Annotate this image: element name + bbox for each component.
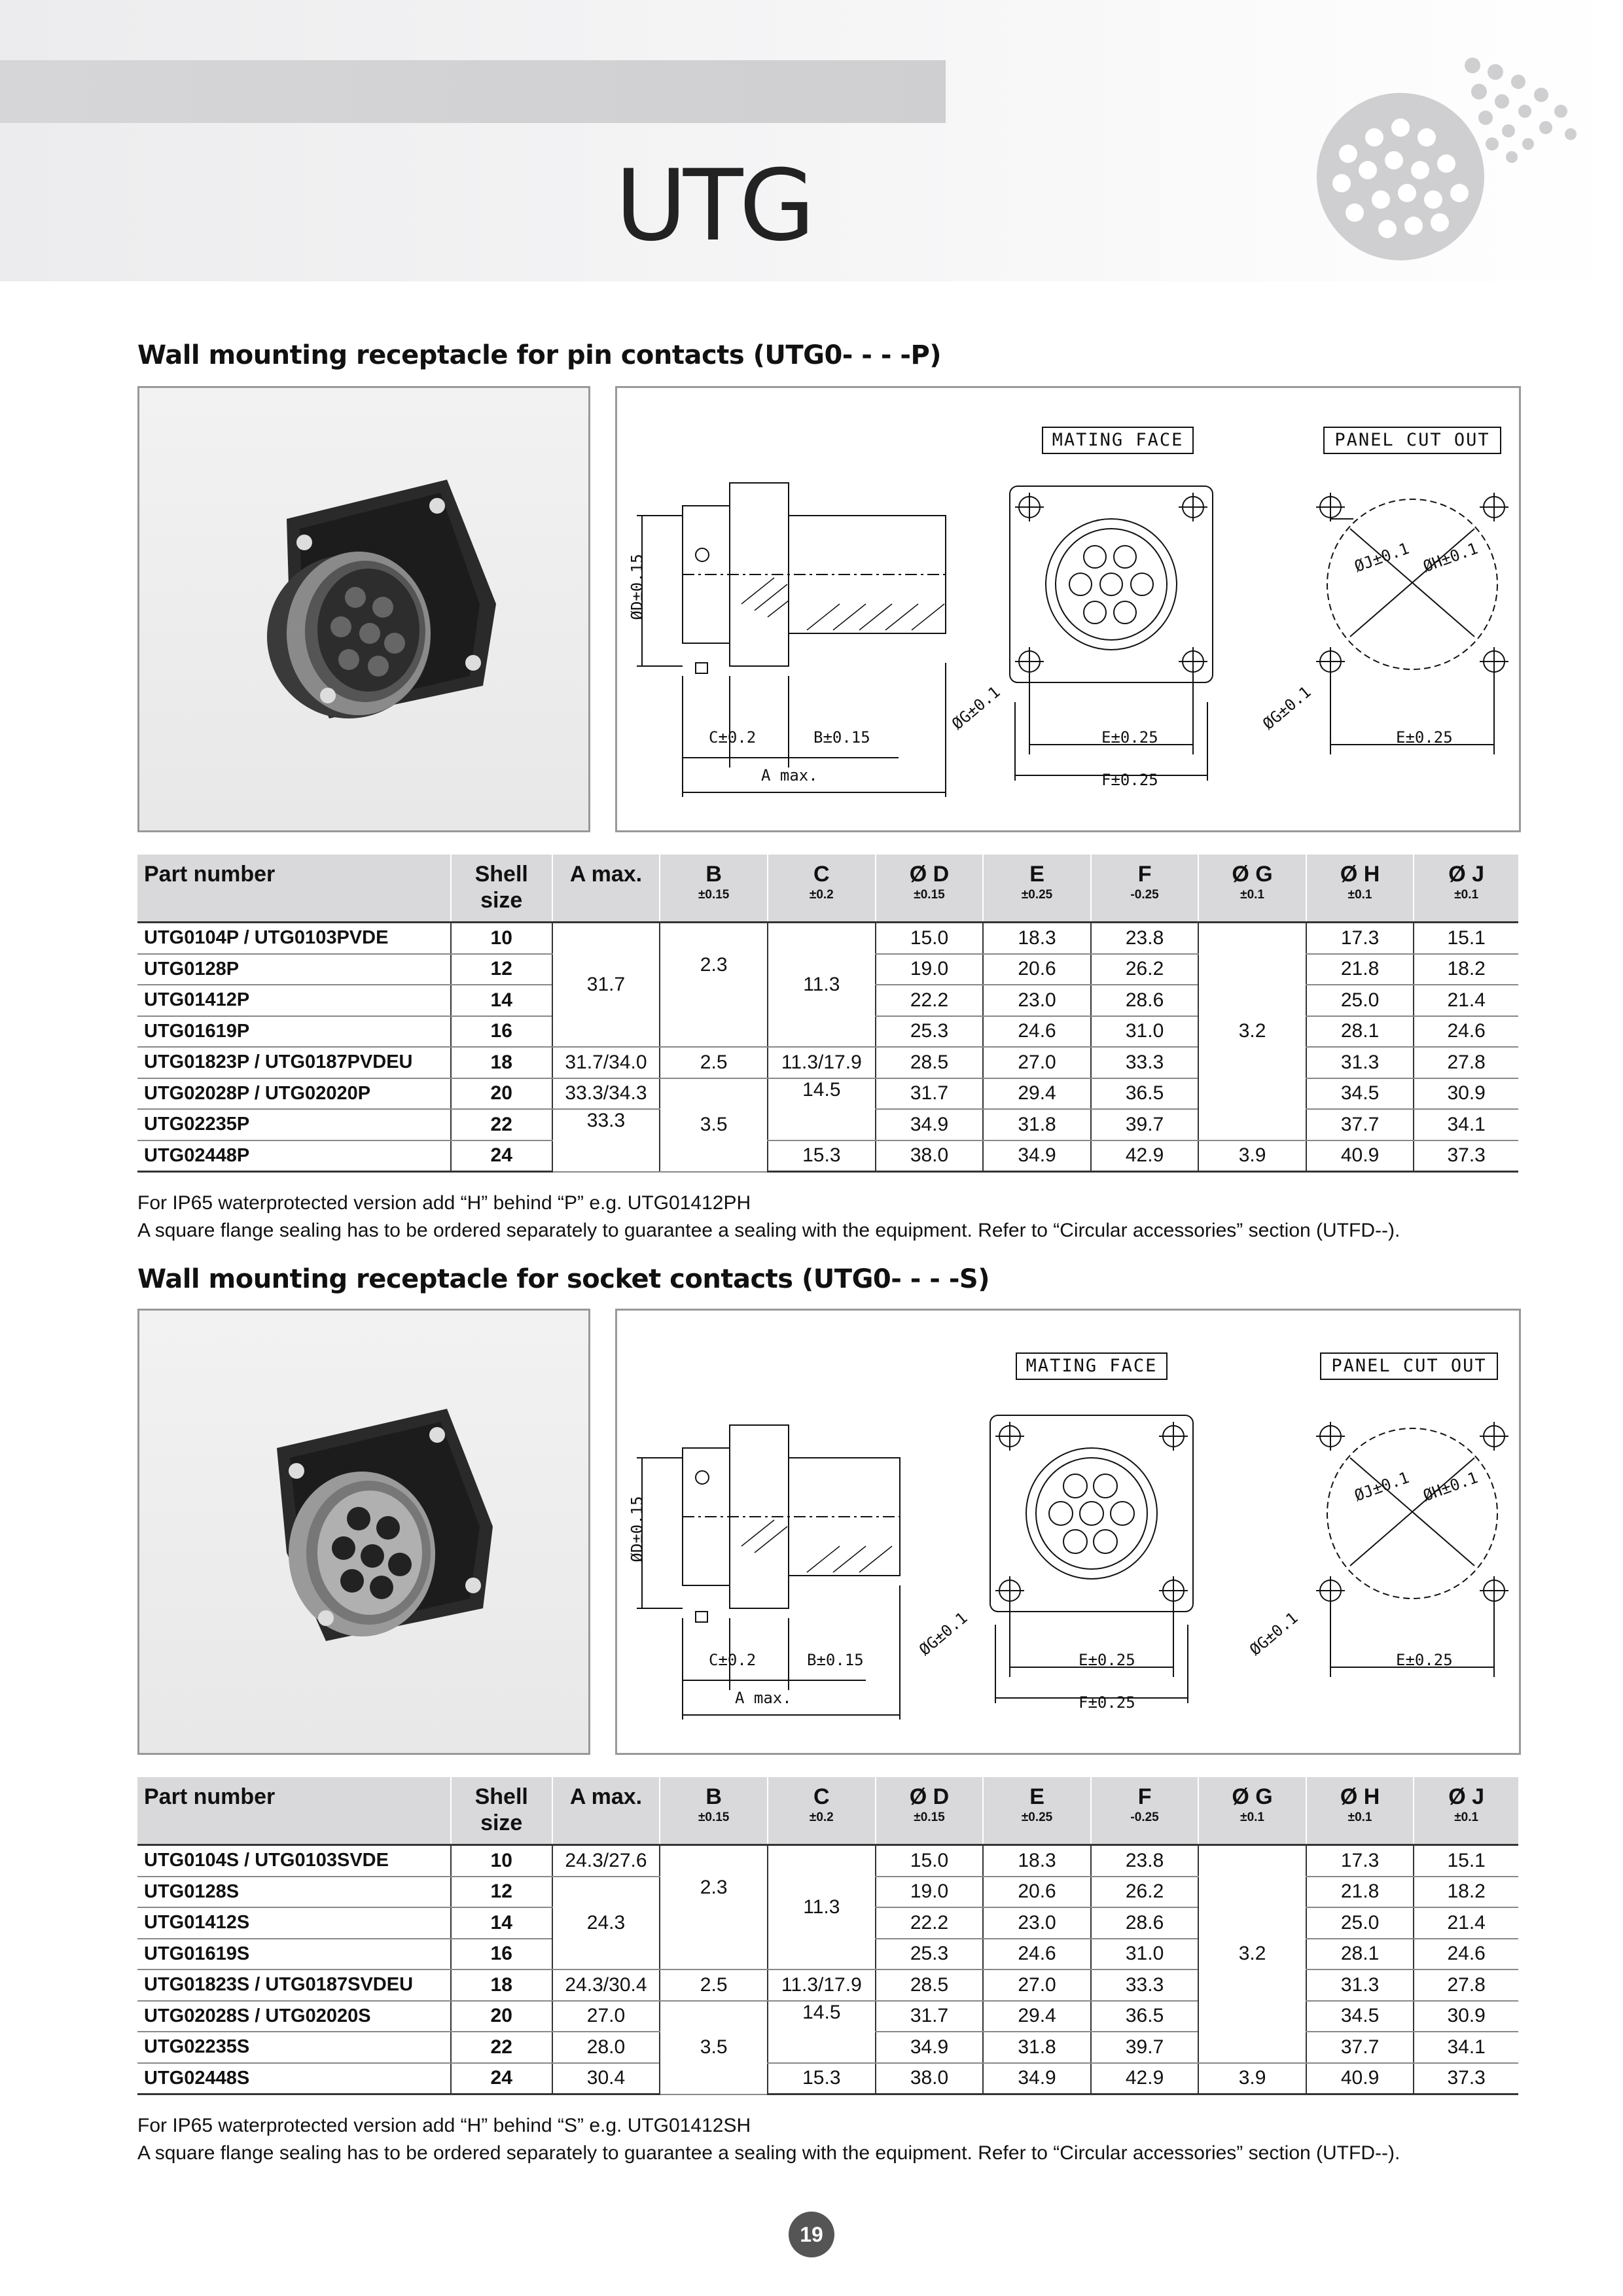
col-h: Ø H ±0.1 [1306, 855, 1414, 923]
note-ip65-socket: For IP65 waterprotected version add “H” behind “S” e.g. UTG01412SH [137, 2115, 751, 2136]
table-header-row [137, 855, 1518, 923]
table-row: UTG02448S 24 30.4 15.3 38.0 34.9 42.9 3.9 40.9 37.3 [137, 2063, 1518, 2094]
col-a: A max. [552, 855, 660, 923]
col-shell-size: Shell size [451, 855, 552, 923]
table-row: UTG0104P / UTG0103PVDE 10 31.7 11.3 15.0 18.3 23.8 3.2 17.3 15.1 [137, 923, 1518, 954]
dim-g-panel-label: ØG±0.1 [1246, 1608, 1302, 1659]
table-row: UTG02028S / UTG02020S 20 27.0 3.5 14.5 31.7 29.4 36.5 34.5 30.9 [137, 2001, 1518, 2032]
dim-c-label: C±0.2 [709, 1651, 757, 1669]
dim-e-label: E±0.25 [1079, 1651, 1135, 1669]
col-d: Ø D ±0.15 [876, 1777, 984, 1845]
table-row: UTG01619S 16 25.3 24.6 31.0 28.1 24.6 [137, 1939, 1518, 1970]
dim-h-label: ØH±0.1 [1420, 1468, 1480, 1505]
col-a: A max. [552, 1777, 660, 1845]
spec-table-pin [137, 855, 1518, 1173]
connector-photo-pin [139, 388, 588, 830]
table-row: UTG01412S 14 22.2 23.0 28.6 25.0 21.4 [137, 1907, 1518, 1939]
table-row: UTG01823S / UTG0187SVDEU 18 24.3/30.4 2.5 11.3/17.9 28.5 27.0 33.3 31.3 27.8 [137, 1969, 1518, 2001]
mating-face-label: MATING FACE [1026, 1356, 1158, 1376]
col-c: C ±0.2 [768, 855, 876, 923]
table-row: UTG02235P 22 33.3 34.9 31.8 39.7 37.7 34.1 [137, 1109, 1518, 1140]
note-ip65-pin: For IP65 waterprotected version add “H” behind “P” e.g. UTG01412PH [137, 1192, 751, 1214]
dim-g-panel-label: ØG±0.1 [1259, 682, 1315, 733]
dim-j-label: ØJ±0.1 [1351, 1468, 1412, 1505]
col-j: Ø J ±0.1 [1414, 855, 1518, 923]
table-header-row [137, 1777, 1518, 1845]
dim-f-label: F±0.25 [1101, 771, 1158, 789]
col-e: E ±0.25 [983, 1777, 1091, 1845]
dim-a-label: A max. [735, 1689, 792, 1707]
table-row: UTG01412P 14 22.2 23.0 28.6 25.0 21.4 [137, 985, 1518, 1016]
table-row: UTG0104S / UTG0103SVDE 10 24.3/27.6 11.3 15.0 18.3 23.8 3.2 17.3 15.1 [137, 1845, 1518, 1877]
col-f: F -0.25 [1091, 1777, 1199, 1845]
section-title-pin: Wall mounting receptacle for pin contacts (UTG0- - - -P) [137, 340, 942, 370]
table-row: UTG01619P 16 25.3 24.6 31.0 28.1 24.6 [137, 1016, 1518, 1048]
dim-e-panel-label: E±0.25 [1396, 1651, 1453, 1669]
col-c: C ±0.2 [768, 1777, 876, 1845]
col-shell-size: Shell size [451, 1777, 552, 1845]
page-title: UTG [615, 149, 812, 263]
product-photo-socket [137, 1309, 590, 1755]
header-bar [0, 60, 946, 123]
connector-photo-socket [139, 1311, 588, 1753]
table-row: UTG0128S 12 24.3 2.3 19.0 20.6 26.2 21.8 18.2 [137, 1877, 1518, 1908]
col-f: F -0.25 [1091, 855, 1199, 923]
col-b: B ±0.15 [660, 855, 767, 923]
product-photo-pin [137, 386, 590, 832]
table-row: UTG02448P 24 15.3 38.0 34.9 42.9 3.9 40.9 37.3 [137, 1140, 1518, 1172]
dim-h-label: ØH±0.1 [1420, 539, 1480, 576]
technical-drawing-socket [615, 1309, 1521, 1755]
note-flange-socket: A square flange sealing has to be ordered separately to guarantee a sealing with the equipment. Refer to “Circular accessories” section (UTFD--). [137, 2142, 1400, 2164]
col-e: E ±0.25 [983, 855, 1091, 923]
section-title-socket: Wall mounting receptacle for socket contacts (UTG0- - - -S) [137, 1264, 990, 1294]
col-j: Ø J ±0.1 [1414, 1777, 1518, 1845]
dimension-drawing-socket [617, 1311, 1519, 1753]
dim-j-label: ØJ±0.1 [1351, 539, 1412, 576]
dim-g-label: ØG±0.1 [948, 682, 1004, 733]
table-row: UTG0128P 12 2.3 19.0 20.6 26.2 21.8 18.2 [137, 954, 1518, 985]
col-h: Ø H ±0.1 [1306, 1777, 1414, 1845]
col-g: Ø G ±0.1 [1198, 855, 1306, 923]
col-part-number: Part number [137, 1777, 451, 1845]
dim-f-label: F±0.25 [1079, 1693, 1135, 1712]
table-row: UTG02235S 22 28.0 34.9 31.8 39.7 37.7 34.1 [137, 2032, 1518, 2063]
panel-cut-out-label: PANEL CUT OUT [1334, 430, 1490, 450]
col-d: Ø D ±0.15 [876, 855, 984, 923]
note-flange-pin: A square flange sealing has to be ordered separately to guarantee a sealing with the equipment. Refer to “Circular accessories” section (UTFD--). [137, 1220, 1400, 1241]
dim-b-label: B±0.15 [807, 1651, 864, 1669]
col-part-number: Part number [137, 855, 451, 923]
dimension-drawing-pin [617, 388, 1519, 830]
connector-dots-logo [1302, 46, 1584, 262]
technical-drawing-pin [615, 386, 1521, 832]
table-row: UTG02028P / UTG02020P 20 33.3/34.3 3.5 14.5 31.7 29.4 36.5 34.5 30.9 [137, 1078, 1518, 1110]
dim-d-label: ØD±0.15 [628, 554, 647, 620]
mating-face-label: MATING FACE [1052, 430, 1184, 450]
spec-table-socket [137, 1777, 1518, 2095]
dim-a-label: A max. [761, 766, 818, 785]
dim-c-label: C±0.2 [709, 728, 757, 747]
col-g: Ø G ±0.1 [1198, 1777, 1306, 1845]
dim-e-panel-label: E±0.25 [1396, 728, 1453, 747]
table-row: UTG01823P / UTG0187PVDEU 18 31.7/34.0 2.5 11.3/17.9 28.5 27.0 33.3 31.3 27.8 [137, 1047, 1518, 1078]
dim-d-label: ØD±0.15 [628, 1496, 647, 1563]
dim-b-label: B±0.15 [813, 728, 870, 747]
dim-g-label: ØG±0.1 [916, 1608, 971, 1659]
panel-cut-out-label: PANEL CUT OUT [1331, 1356, 1487, 1376]
dim-e-label: E±0.25 [1101, 728, 1158, 747]
page-number: 19 [789, 2212, 834, 2257]
col-b: B ±0.15 [660, 1777, 767, 1845]
